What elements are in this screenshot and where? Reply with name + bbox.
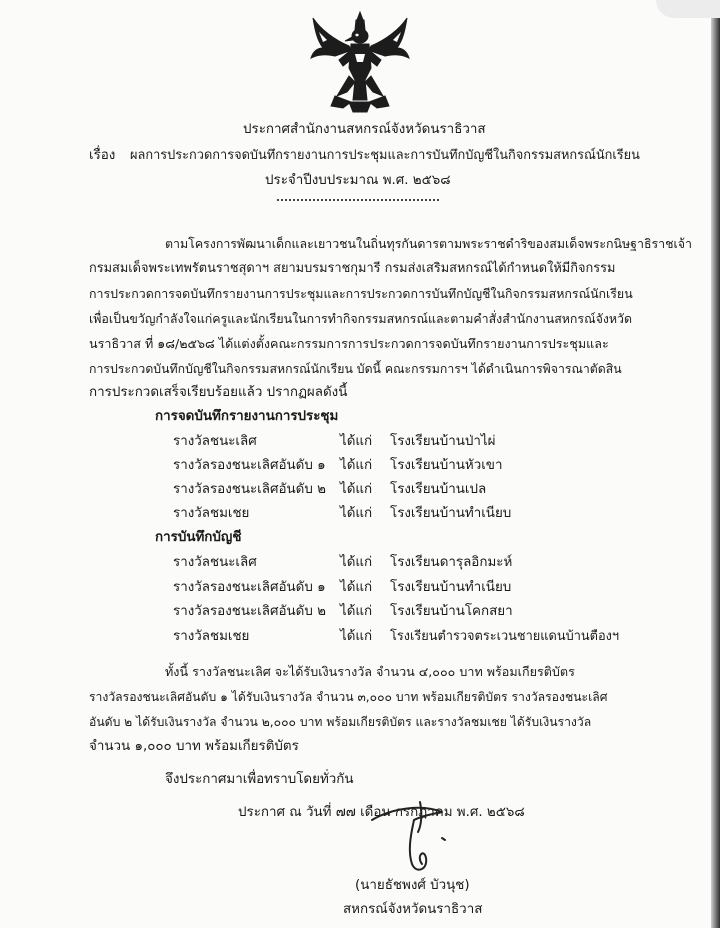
section-heading-accounting: การบันทึกบัญชี	[155, 530, 242, 545]
signature-mark	[362, 790, 472, 885]
body-line-1: ตามโครงการพัฒนาเด็กและเยาวชนในถิ่นทุรกันดารตามพระราชดำริของสมเด็จพระกนิษฐาธิราชเจ้า	[165, 236, 692, 251]
body-line-5: นราธิวาส ที่ ๑๘/๒๕๖๘ ได้แต่งตั้งคณะกรรมการการประกวดการจดบันทึกรายงานการประชุมและ	[89, 336, 609, 351]
fiscal-year: ประจำปีงบประมาณ พ.ศ. ๒๕๖๘	[265, 173, 451, 188]
body-line-2: กรมสมเด็จพระเทพรัตนราชสุดาฯ สยามบรมราชกุมารี กรมส่งเสริมสหกรณ์ได้กำหนดให้มีกิจกรรม	[89, 261, 616, 276]
given-label: ได้แก่	[340, 434, 373, 449]
body-line-3: การประกวดการจดบันทึกรายงานการประชุมและการประกวดการบันทึกบัญชีในกิจกรรมสหกรณ์นักเรียน	[89, 286, 633, 301]
signatory-name: (นายธัชพงศ์ บัวนุช)	[355, 878, 470, 893]
signatory-title: สหกรณ์จังหวัดนราธิวาส	[343, 902, 483, 917]
award-label: รางวัลรองชนะเลิศอันดับ ๒	[173, 604, 326, 619]
given-label: ได้แก่	[340, 506, 373, 521]
award-label: รางวัลรองชนะเลิศอันดับ ๑	[173, 458, 326, 473]
award-label: รางวัลรองชนะเลิศอันดับ ๑	[173, 580, 326, 595]
garuda-emblem	[305, 10, 415, 115]
subject-label: เรื่อง	[89, 148, 116, 163]
given-label: ได้แก่	[340, 580, 373, 595]
prize-line-2: รางวัลรองชนะเลิศอันดับ ๑ ได้รับเงินรางวัล จำนวน ๓,๐๐๐ บาท พร้อมเกียรติบัตร รางวัลรองชนะเลิศ	[89, 690, 608, 704]
award-label: รางวัลชนะเลิศ	[173, 434, 257, 449]
award-label: รางวัลชมเชย	[173, 629, 250, 644]
section-heading-minutes: การจดบันทึกรายงานการประชุม	[155, 409, 339, 424]
body-line-4: เพื่อเป็นขวัญกำลังใจแก่ครูและนักเรียนในการทำกิจกรรมสหกรณ์และตามคำสั่งสำนักงานสหกรณ์จังหวัด	[89, 311, 633, 326]
given-label: ได้แก่	[340, 629, 373, 644]
subject-text: ผลการประกวดการจดบันทึกรายงานการประชุมและการบันทึกบัญชีในกิจกรรมสหกรณ์นักเรียน	[130, 148, 640, 163]
closing-statement: จึงประกาศมาเพื่อทราบโดยทั่วกัน	[165, 772, 354, 787]
prize-line-3: อันดับ ๒ ได้รับเงินรางวัล จำนวน ๒,๐๐๐ บาท พร้อมเกียรติบัตร และรางวัลชมเชย ได้รับเงินรางวัล	[89, 715, 592, 729]
winner-school: โรงเรียนบ้านโคกสยา	[390, 604, 513, 619]
heading-separator	[277, 199, 439, 201]
award-label: รางวัลชนะเลิศ	[173, 555, 257, 570]
issuer-heading: ประกาศสำนักงานสหกรณ์จังหวัดนราธิวาส	[243, 122, 486, 137]
page-corner-fold	[656, 0, 720, 18]
winner-school: โรงเรียนบ้านทำเนียบ	[390, 506, 512, 521]
announcement-date: ประกาศ ณ วันที่ ๗๗ เดือน กรกฎาคม พ.ศ. ๒๕๖๘	[238, 805, 525, 820]
given-label: ได้แก่	[340, 458, 373, 473]
winner-school: โรงเรียนบ้านหัวเขา	[390, 458, 503, 473]
given-label: ได้แก่	[340, 482, 373, 497]
prize-line-1: ทั้งนี้ รางวัลชนะเลิศ จะได้รับเงินรางวัล จำนวน ๔,๐๐๐ บาท พร้อมเกียรติบัตร	[165, 664, 575, 679]
given-label: ได้แก่	[340, 604, 373, 619]
prize-line-4: จำนวน ๑,๐๐๐ บาท พร้อมเกียรติบัตร	[89, 739, 299, 754]
winner-school: โรงเรียนบ้านทำเนียบ	[390, 580, 512, 595]
winner-school: โรงเรียนดารุลอิกมะห์	[390, 555, 513, 570]
given-label: ได้แก่	[340, 555, 373, 570]
body-line-6: การประกวดบันทึกบัญชีในกิจกรรมสหกรณ์นักเรียน บัดนี้ คณะกรรมการฯ ได้ดำเนินการพิจารณาตัดสิน	[89, 362, 622, 376]
winner-school: โรงเรียนบ้านป่าไผ่	[390, 434, 496, 449]
body-line-7: การประกวดเสร็จเรียบร้อยแล้ว ปรากฏผลดังนี้	[89, 385, 348, 400]
winner-school: โรงเรียนบ้านเปล	[390, 482, 487, 497]
winner-school: โรงเรียนตำรวจตระเวนชายแดนบ้านตืองฯ	[390, 629, 620, 644]
award-label: รางวัลรองชนะเลิศอันดับ ๒	[173, 482, 326, 497]
page-edge-shadow	[711, 0, 720, 928]
award-label: รางวัลชมเชย	[173, 506, 250, 521]
